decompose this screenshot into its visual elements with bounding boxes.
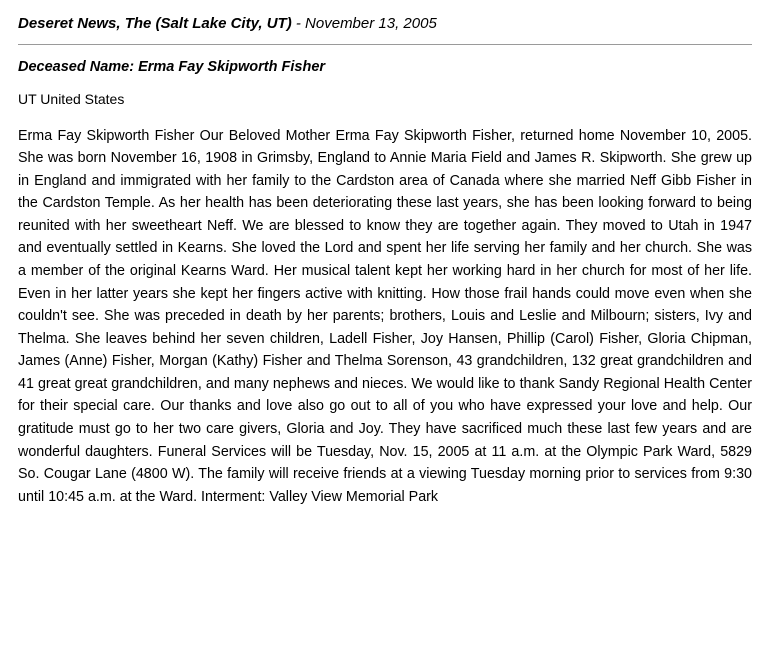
deceased-name-line [18, 59, 752, 75]
masthead [18, 14, 752, 34]
masthead-separator: - [291, 15, 306, 32]
header-divider [18, 44, 752, 45]
publication-name: Deseret News, The (Salt Lake City, UT) [18, 15, 292, 32]
deceased-name-label: Deceased Name: [18, 58, 139, 75]
location-text: UT United States [18, 90, 125, 107]
obituary-body-text: Erma Fay Skipworth Fisher Our Beloved Mother Erma Fay Skipworth Fisher, returned home November 10, 2005. She was born November 16, 1908 in Grimsby, England to Annie Maria Field and James R. Skipworth. She grew up in England and immigrated with her family to the Cardston area of Canada where she married Neff Gibb Fisher in the Cardston Temple. As her health has been deteriorating these last years, she has been looking forward to being reunited with her sweetheart Neff. We are blessed to know they are together again. They moved to Utah in 1947 and eventually settled in Kearns. She loved the Lord and spent her life serving her family and her church. She was a member of the original Kearns Ward. Her musical talent kept her working hard in her church for most of her life. Even in her latter years she kept her fingers active with knitting. How those frail hands could move even when she couldn't see. She was preceded in death by her parents; brothers, Louis and Leslie and Milbourn; sisters, Ivy and Thelma. She leaves behind her seven children, Ladell Fisher, Joy Hansen, Phillip (Carol) Fisher, Gloria Chipman, James (Anne) Fisher, Morgan (Kathy) Fisher and Thelma Sorenson, 43 grandchildren, 132 great grandchildren and 41 great great grandchildren, and many nephews and nieces. We would like to thank Sandy Regional Health Center for their special care. Our thanks and love also go out to all of you who have expressed your love and help. Our gratitude must go to her two care givers, Gloria and Joy. They have sacrificed much these last few years and are wonderful daughters. Funeral Services will be Tuesday, Nov. 15, 2005 at 11 a.m. at the Olympic Park Ward, 5829 So. Cougar Lane (4800 W). The family will receive friends at a viewing Tuesday morning prior to services from 9:30 until 10:45 a.m. at the Ward. Interment: Valley View Memorial Park [18, 127, 752, 505]
deceased-name-value: Erma Fay Skipworth Fisher [138, 58, 326, 75]
publication-date: November 13, 2005 [305, 15, 437, 32]
